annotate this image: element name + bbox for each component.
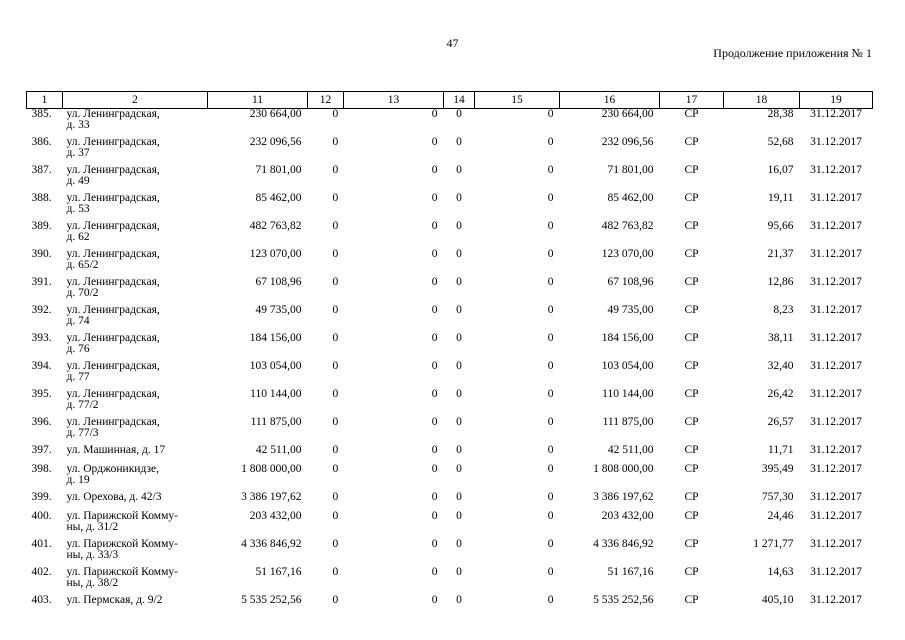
address xyxy=(63,567,208,595)
row-number: 398. xyxy=(31,462,52,475)
col-17-value: СР xyxy=(684,219,699,232)
col-13-value: 0 xyxy=(431,275,438,288)
address-line: ул. Ленинградская, xyxy=(66,191,160,204)
address xyxy=(63,221,208,249)
row-number: 403. xyxy=(31,593,52,606)
col-15-value: 0 xyxy=(547,275,554,288)
col-11-value: 103 054,00 xyxy=(249,359,302,372)
col-17-value: СР xyxy=(684,509,699,522)
col-19-value: 31.12.2017 xyxy=(810,415,862,428)
address xyxy=(63,305,208,333)
col-12-value: 0 xyxy=(332,565,339,578)
header-col-2: 2 xyxy=(63,92,208,109)
col-16-value: 123 070,00 xyxy=(601,247,654,260)
col-12-value: 0 xyxy=(332,593,339,606)
col-11-value: 1 808 000,00 xyxy=(241,462,302,475)
col-17-value: СР xyxy=(684,191,699,204)
address xyxy=(63,492,208,511)
col-19-value: 31.12.2017 xyxy=(810,331,862,344)
col-16-value: 103 054,00 xyxy=(601,359,654,372)
col-17-value: СР xyxy=(684,108,699,120)
address-line: ул. Орехова, д. 42/3 xyxy=(66,490,162,503)
address xyxy=(63,277,208,305)
address-line: д. 77/3 xyxy=(66,426,99,439)
col-14-value: 0 xyxy=(456,331,462,344)
col-13-value: 0 xyxy=(431,593,438,606)
row-number: 401. xyxy=(31,537,52,550)
table-row xyxy=(27,333,873,361)
col-12-value: 0 xyxy=(332,191,339,204)
col-17-value: СР xyxy=(684,387,699,400)
address xyxy=(63,109,208,137)
col-12-value: 0 xyxy=(332,359,339,372)
row-number: 400. xyxy=(31,509,52,522)
col-13-value: 0 xyxy=(431,537,438,550)
col-15-value: 0 xyxy=(547,462,554,475)
table-row xyxy=(27,389,873,417)
col-16-value: 203 432,00 xyxy=(601,509,654,522)
row-number: 385. xyxy=(31,108,52,120)
col-14-value: 0 xyxy=(456,490,462,503)
col-15-value: 0 xyxy=(547,359,554,372)
header-col-12: 12 xyxy=(308,92,344,109)
col-11-value: 3 386 197,62 xyxy=(241,490,302,503)
col-14-value: 0 xyxy=(456,108,462,120)
address-line: д. 19 xyxy=(66,473,90,486)
address xyxy=(63,445,208,464)
col-14-value: 0 xyxy=(456,275,462,288)
col-12-value: 0 xyxy=(332,247,339,260)
table-row xyxy=(27,109,873,137)
col-19-value: 31.12.2017 xyxy=(810,163,862,176)
col-12-value: 0 xyxy=(332,275,339,288)
address-line: ул. Парижской Комму- xyxy=(66,537,178,550)
col-15-value: 0 xyxy=(547,490,554,503)
col-11-value: 111 875,00 xyxy=(250,415,302,428)
col-13-value: 0 xyxy=(431,219,438,232)
col-17-value: СР xyxy=(684,303,699,316)
address-line: д. 37 xyxy=(66,146,90,159)
address-line: ул. Ленинградская, xyxy=(66,219,160,232)
col-19-value: 31.12.2017 xyxy=(810,443,862,456)
col-15-value: 0 xyxy=(547,509,554,522)
col-12-value: 0 xyxy=(332,163,339,176)
col-16-value: 111 875,00 xyxy=(602,415,654,428)
row-number: 393. xyxy=(31,331,52,344)
col-16-value: 232 096,56 xyxy=(601,135,654,148)
header-col-19: 19 xyxy=(800,92,873,109)
col-18-value: 757,30 xyxy=(761,490,794,503)
col-18-value: 32,40 xyxy=(767,359,794,372)
address xyxy=(63,361,208,389)
col-13-value: 0 xyxy=(431,191,438,204)
table-row xyxy=(27,221,873,249)
col-13-value: 0 xyxy=(431,359,438,372)
col-15-value: 0 xyxy=(547,247,554,260)
table-row xyxy=(27,492,873,511)
address-line: ул. Ленинградская, xyxy=(66,275,160,288)
col-14-value: 0 xyxy=(456,565,462,578)
col-19-value: 31.12.2017 xyxy=(810,247,862,260)
col-12-value: 0 xyxy=(332,509,339,522)
address xyxy=(63,464,208,492)
col-15-value: 0 xyxy=(547,219,554,232)
address-line: ны, д. 33/3 xyxy=(66,548,119,561)
col-14-value: 0 xyxy=(456,537,462,550)
col-17-value: СР xyxy=(684,359,699,372)
col-18-value: 28,38 xyxy=(767,108,794,120)
header-col-18: 18 xyxy=(724,92,800,109)
row-number: 387. xyxy=(31,163,52,176)
col-13-value: 0 xyxy=(431,387,438,400)
address xyxy=(63,137,208,165)
col-13-value: 0 xyxy=(431,331,438,344)
col-17-value: СР xyxy=(684,415,699,428)
col-19-value: 31.12.2017 xyxy=(810,490,862,503)
address-line: ул. Пермская, д. 9/2 xyxy=(66,593,163,606)
col-13-value: 0 xyxy=(431,108,438,120)
col-14-value: 0 xyxy=(456,415,462,428)
row-number: 392. xyxy=(31,303,52,316)
table-body xyxy=(27,109,873,614)
header-col-17: 17 xyxy=(660,92,724,109)
data-table xyxy=(26,91,873,614)
col-13-value: 0 xyxy=(431,443,438,456)
col-16-value: 1 808 000,00 xyxy=(593,462,654,475)
row-number: 399. xyxy=(31,490,52,503)
col-14-value: 0 xyxy=(456,219,462,232)
table-row xyxy=(27,361,873,389)
col-16-value: 5 535 252,56 xyxy=(593,593,654,606)
col-16-value: 42 511,00 xyxy=(607,443,654,456)
address-line: ны, д. 31/2 xyxy=(66,520,119,533)
table-row xyxy=(27,165,873,193)
col-19-value: 31.12.2017 xyxy=(810,462,862,475)
address-line: ул. Парижской Комму- xyxy=(66,565,178,578)
col-14-value: 0 xyxy=(456,247,462,260)
col-18-value: 16,07 xyxy=(767,163,794,176)
col-19-value: 31.12.2017 xyxy=(810,387,862,400)
address-line: ул. Парижской Комму- xyxy=(66,509,178,522)
col-18-value: 12,86 xyxy=(767,275,794,288)
col-12-value: 0 xyxy=(332,135,339,148)
col-18-value: 26,42 xyxy=(767,387,794,400)
address-line: д. 77 xyxy=(66,370,90,383)
col-11-value: 110 144,00 xyxy=(250,387,302,400)
col-12-value: 0 xyxy=(332,490,339,503)
col-11-value: 42 511,00 xyxy=(255,443,302,456)
col-13-value: 0 xyxy=(431,462,438,475)
col-13-value: 0 xyxy=(431,247,438,260)
header-col-15: 15 xyxy=(475,92,560,109)
address-line: ул. Ленинградская, xyxy=(66,163,160,176)
col-19-value: 31.12.2017 xyxy=(810,275,862,288)
address-line: ул. Ленинградская, xyxy=(66,135,160,148)
address-line: д. 53 xyxy=(66,202,90,215)
address-line: ул. Ленинградская, xyxy=(66,303,160,316)
col-16-value: 3 386 197,62 xyxy=(593,490,654,503)
col-12-value: 0 xyxy=(332,537,339,550)
row-number: 388. xyxy=(31,191,52,204)
col-18-value: 26,57 xyxy=(767,415,794,428)
address xyxy=(63,539,208,567)
col-14-value: 0 xyxy=(456,443,462,456)
address-line: ул. Ленинградская, xyxy=(66,331,160,344)
col-16-value: 67 108,96 xyxy=(607,275,654,288)
col-17-value: СР xyxy=(684,537,699,550)
col-11-value: 184 156,00 xyxy=(249,331,302,344)
table-row xyxy=(27,595,873,614)
col-14-value: 0 xyxy=(456,359,462,372)
col-15-value: 0 xyxy=(547,303,554,316)
col-15-value: 0 xyxy=(547,387,554,400)
col-19-value: 31.12.2017 xyxy=(810,359,862,372)
col-16-value: 71 801,00 xyxy=(607,163,654,176)
col-13-value: 0 xyxy=(431,490,438,503)
col-11-value: 85 462,00 xyxy=(255,191,302,204)
row-number: 391. xyxy=(31,275,52,288)
address-line: ул. Ленинградская, xyxy=(66,387,160,400)
col-11-value: 49 735,00 xyxy=(255,303,302,316)
col-11-value: 230 664,00 xyxy=(249,108,302,120)
col-14-value: 0 xyxy=(456,462,462,475)
table-header xyxy=(27,92,873,109)
col-11-value: 71 801,00 xyxy=(255,163,302,176)
col-13-value: 0 xyxy=(431,135,438,148)
table-row xyxy=(27,137,873,165)
col-16-value: 51 167,16 xyxy=(607,565,654,578)
row-number: 396. xyxy=(31,415,52,428)
table-row xyxy=(27,539,873,567)
table-row xyxy=(27,464,873,492)
col-17-value: СР xyxy=(684,593,699,606)
col-17-value: СР xyxy=(684,275,699,288)
col-14-value: 0 xyxy=(456,387,462,400)
address-line: д. 70/2 xyxy=(66,286,99,299)
col-17-value: СР xyxy=(684,247,699,260)
col-18-value: 11,71 xyxy=(768,443,794,456)
col-17-value: СР xyxy=(684,490,699,503)
col-16-value: 49 735,00 xyxy=(607,303,654,316)
col-14-value: 0 xyxy=(456,163,462,176)
col-15-value: 0 xyxy=(547,163,554,176)
table-row xyxy=(27,305,873,333)
col-18-value: 8,23 xyxy=(773,303,794,316)
table-row xyxy=(27,193,873,221)
address xyxy=(63,595,208,614)
col-14-value: 0 xyxy=(456,593,462,606)
table-row xyxy=(27,417,873,445)
address xyxy=(63,389,208,417)
address-line: ны, д. 38/2 xyxy=(66,576,119,589)
col-11-value: 4 336 846,92 xyxy=(241,537,302,550)
appendix-continuation-note: Продолжение приложения № 1 xyxy=(713,46,872,60)
col-14-value: 0 xyxy=(456,509,462,522)
address-line: д. 74 xyxy=(66,314,90,327)
address-line: ул. Машинная, д. 17 xyxy=(66,443,166,456)
header-col-16: 16 xyxy=(560,92,660,109)
col-11-value: 67 108,96 xyxy=(255,275,302,288)
col-11-value: 51 167,16 xyxy=(255,565,302,578)
col-14-value: 0 xyxy=(456,191,462,204)
col-15-value: 0 xyxy=(547,108,554,120)
col-19-value: 31.12.2017 xyxy=(810,219,862,232)
col-14-value: 0 xyxy=(456,135,462,148)
table-row xyxy=(27,567,873,595)
col-11-value: 203 432,00 xyxy=(249,509,302,522)
header-col-14: 14 xyxy=(444,92,475,109)
col-18-value: 95,66 xyxy=(767,219,794,232)
col-19-value: 31.12.2017 xyxy=(810,108,862,120)
col-15-value: 0 xyxy=(547,443,554,456)
col-17-value: СР xyxy=(684,135,699,148)
col-15-value: 0 xyxy=(547,415,554,428)
address-line: д. 62 xyxy=(66,230,90,243)
col-18-value: 405,10 xyxy=(761,593,794,606)
row-number: 397. xyxy=(31,443,52,456)
col-15-value: 0 xyxy=(547,593,554,606)
col-17-value: СР xyxy=(684,443,699,456)
table-row xyxy=(27,249,873,277)
col-11-value: 5 535 252,56 xyxy=(241,593,302,606)
address-line: ул. Ленинградская, xyxy=(66,108,160,120)
col-12-value: 0 xyxy=(332,219,339,232)
col-15-value: 0 xyxy=(547,135,554,148)
col-18-value: 1 271,77 xyxy=(753,537,794,550)
col-19-value: 31.12.2017 xyxy=(810,303,862,316)
col-16-value: 4 336 846,92 xyxy=(593,537,654,550)
header-col-11: 11 xyxy=(208,92,308,109)
address-line: д. 65/2 xyxy=(66,258,99,271)
col-12-value: 0 xyxy=(332,303,339,316)
address-line: ул. Ленинградская, xyxy=(66,359,160,372)
col-18-value: 52,68 xyxy=(767,135,794,148)
address-line: ул. Ленинградская, xyxy=(66,415,160,428)
col-17-value: СР xyxy=(684,462,699,475)
col-13-value: 0 xyxy=(431,303,438,316)
col-18-value: 21,37 xyxy=(767,247,794,260)
address xyxy=(63,193,208,221)
col-15-value: 0 xyxy=(547,331,554,344)
col-16-value: 230 664,00 xyxy=(601,108,654,120)
row-number: 402. xyxy=(31,565,52,578)
col-17-value: СР xyxy=(684,331,699,344)
col-12-value: 0 xyxy=(332,331,339,344)
col-15-value: 0 xyxy=(547,537,554,550)
col-13-value: 0 xyxy=(431,415,438,428)
col-17-value: СР xyxy=(684,565,699,578)
address-line: д. 76 xyxy=(66,342,90,355)
address-line: д. 49 xyxy=(66,174,90,187)
address xyxy=(63,249,208,277)
col-15-value: 0 xyxy=(547,565,554,578)
col-19-value: 31.12.2017 xyxy=(810,565,862,578)
col-13-value: 0 xyxy=(431,509,438,522)
row-number: 394. xyxy=(31,359,52,372)
row-number: 390. xyxy=(31,247,52,260)
col-16-value: 85 462,00 xyxy=(607,191,654,204)
row-number: 395. xyxy=(31,387,52,400)
col-11-value: 232 096,56 xyxy=(249,135,302,148)
col-14-value: 0 xyxy=(456,303,462,316)
address xyxy=(63,511,208,539)
col-18-value: 24,46 xyxy=(767,509,794,522)
header-col-13: 13 xyxy=(344,92,444,109)
table-row xyxy=(27,511,873,539)
col-12-value: 0 xyxy=(332,415,339,428)
row-number: 389. xyxy=(31,219,52,232)
address xyxy=(63,165,208,193)
col-13-value: 0 xyxy=(431,565,438,578)
row-number: 386. xyxy=(31,135,52,148)
address-line: ул. Ленинградская, xyxy=(66,247,160,260)
col-12-value: 0 xyxy=(332,387,339,400)
col-13-value: 0 xyxy=(431,163,438,176)
col-11-value: 123 070,00 xyxy=(249,247,302,260)
address-line: д. 33 xyxy=(66,119,90,131)
col-19-value: 31.12.2017 xyxy=(810,191,862,204)
address xyxy=(63,333,208,361)
col-16-value: 482 763,82 xyxy=(601,219,654,232)
col-18-value: 14,63 xyxy=(767,565,794,578)
col-18-value: 19,11 xyxy=(768,191,794,204)
col-17-value: СР xyxy=(684,163,699,176)
col-12-value: 0 xyxy=(332,462,339,475)
page-number: 47 xyxy=(446,36,459,50)
col-18-value: 395,49 xyxy=(761,462,794,475)
address-line: ул. Орджоникидзе, xyxy=(66,462,159,475)
col-11-value: 482 763,82 xyxy=(249,219,302,232)
col-12-value: 0 xyxy=(332,443,339,456)
table-row xyxy=(27,445,873,464)
col-16-value: 184 156,00 xyxy=(601,331,654,344)
header-col-1: 1 xyxy=(27,92,63,109)
col-19-value: 31.12.2017 xyxy=(810,135,862,148)
col-18-value: 38,11 xyxy=(768,331,794,344)
col-15-value: 0 xyxy=(547,191,554,204)
address xyxy=(63,417,208,445)
col-19-value: 31.12.2017 xyxy=(810,593,862,606)
col-12-value: 0 xyxy=(332,108,339,120)
table-row xyxy=(27,277,873,305)
col-16-value: 110 144,00 xyxy=(602,387,654,400)
col-19-value: 31.12.2017 xyxy=(810,537,862,550)
address-line: д. 77/2 xyxy=(66,398,99,411)
col-19-value: 31.12.2017 xyxy=(810,509,862,522)
